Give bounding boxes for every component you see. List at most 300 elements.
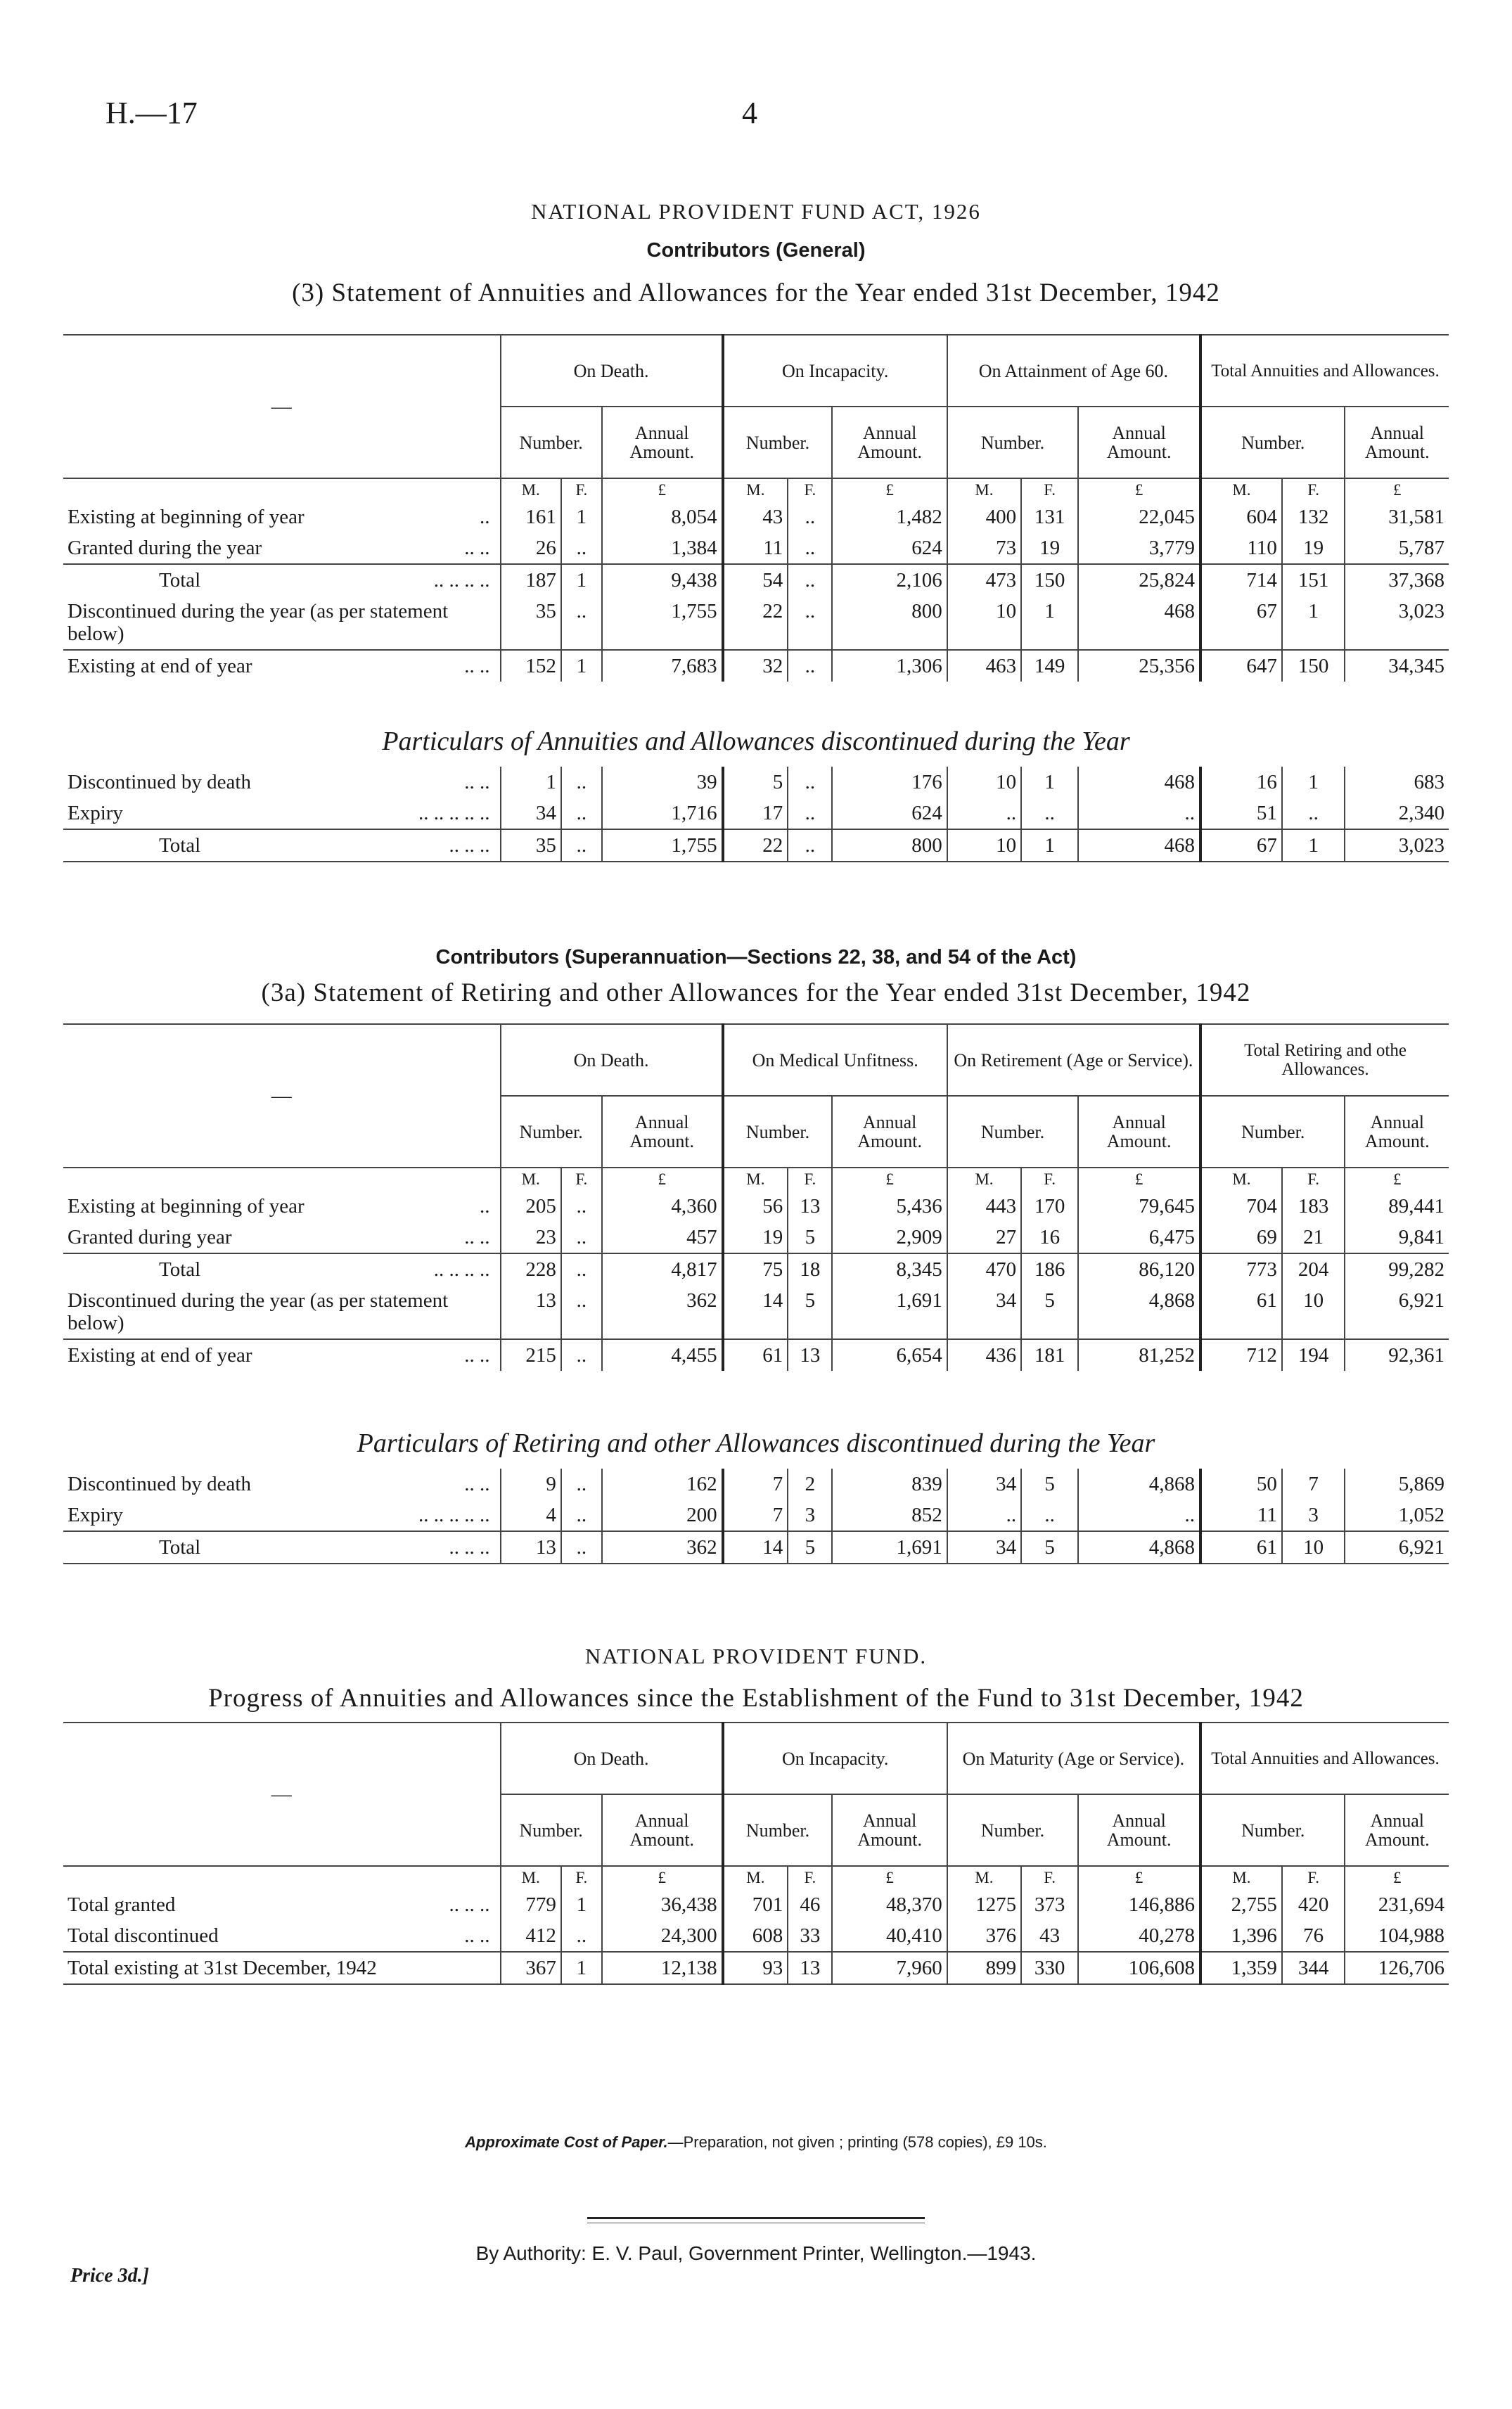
table-cell: ..: [788, 501, 832, 532]
table-cell: 19: [723, 1222, 788, 1253]
row-label: Granted during the year: [68, 537, 262, 559]
table-cell: 1: [1282, 767, 1345, 798]
table-cell: 1: [501, 767, 561, 798]
row-label-cell: [63, 798, 501, 829]
unit-label: M.: [947, 1168, 1021, 1191]
row-label-cell: [63, 767, 501, 798]
group-header: On Maturity (Age or Service).: [947, 1723, 1200, 1794]
page-number: 4: [742, 96, 757, 130]
row-label-cell: [63, 501, 501, 532]
leader-dots: ..: [480, 506, 490, 528]
table-cell: 24,300: [602, 1920, 723, 1952]
table-cell: 35: [501, 596, 561, 650]
table-cell: 1,052: [1345, 1500, 1449, 1531]
table-cell: 443: [947, 1191, 1021, 1222]
row-label: Granted during year: [68, 1226, 232, 1248]
table-cell: ..: [1021, 798, 1078, 829]
table-cell: 19: [1021, 532, 1078, 564]
table-row: [63, 829, 1449, 862]
main-rows: [63, 1191, 1449, 1371]
table-cell: 1: [1282, 596, 1345, 650]
table-cell: 25,824: [1078, 564, 1200, 596]
row-label-cell: [63, 1222, 501, 1253]
table-cell: 73: [947, 532, 1021, 564]
table-cell: 26: [501, 532, 561, 564]
table-cell: 712: [1200, 1339, 1282, 1371]
row-label: Total granted: [68, 1893, 176, 1916]
table-cell: 17: [723, 798, 788, 829]
row-label: Total: [159, 1258, 201, 1281]
amount-header: Annual Amount.: [602, 407, 723, 478]
table-row: [63, 501, 1449, 532]
table-cell: 9,438: [602, 564, 723, 596]
row-label: Discontinued during the year (as per statement below): [68, 1289, 449, 1334]
row-label: Total existing at 31st December, 1942: [68, 1957, 377, 1979]
table-cell: 3,023: [1345, 596, 1449, 650]
table-cell: 3,023: [1345, 829, 1449, 862]
table-cell: 604: [1200, 501, 1282, 532]
table-cell: 800: [832, 596, 947, 650]
leader-dots: .. .. .. ..: [433, 569, 490, 592]
unit-label: F.: [1021, 478, 1078, 501]
table-cell: 39: [602, 767, 723, 798]
table-cell: 1,384: [602, 532, 723, 564]
row-label: Total discontinued: [68, 1924, 219, 1947]
table-cell: 228: [501, 1253, 561, 1285]
number-header: Number.: [1200, 1794, 1345, 1866]
table-cell: 13: [501, 1531, 561, 1564]
table-cell: 89,441: [1345, 1191, 1449, 1222]
table-cell: 48,370: [832, 1889, 947, 1920]
table-cell: 4,455: [602, 1339, 723, 1371]
number-header: Number.: [723, 407, 833, 478]
leader-dots: .. .. .. .. ..: [418, 1504, 490, 1526]
unit-label: M.: [947, 478, 1021, 501]
leader-dots: .. ..: [464, 771, 490, 793]
number-header: Number.: [947, 1794, 1078, 1866]
table-cell: 31,581: [1345, 501, 1449, 532]
amount-header: Annual Amount.: [1078, 407, 1200, 478]
table-cell: 463: [947, 650, 1021, 682]
table-cell: 362: [602, 1285, 723, 1339]
table-cell: 5: [788, 1285, 832, 1339]
table-row: [63, 564, 1449, 596]
group-header: On Medical Unfitness.: [723, 1024, 947, 1096]
table-row: [63, 1469, 1449, 1500]
table-cell: 32: [723, 650, 788, 682]
table-cell: ..: [788, 564, 832, 596]
table-cell: 3: [1282, 1500, 1345, 1531]
table-cell: 373: [1021, 1889, 1078, 1920]
number-header: Number.: [947, 1096, 1078, 1168]
table-cell: 61: [1200, 1285, 1282, 1339]
group-header: On Death.: [501, 335, 723, 407]
table-cell: 231,694: [1345, 1889, 1449, 1920]
table-cell: 7,960: [832, 1952, 947, 1984]
amount-header: Annual Amount.: [602, 1096, 723, 1168]
progress-rows: [63, 1889, 1449, 1984]
table-cell: 6,921: [1345, 1285, 1449, 1339]
table-cell: 5,436: [832, 1191, 947, 1222]
retiring-table: [63, 1023, 1449, 1371]
table-cell: 75: [723, 1253, 788, 1285]
row-label: Total: [159, 834, 201, 857]
table-cell: 852: [832, 1500, 947, 1531]
table-cell: 470: [947, 1253, 1021, 1285]
table-cell: 362: [602, 1531, 723, 1564]
row-label: Expiry: [68, 1504, 123, 1526]
table-cell: 4,868: [1078, 1285, 1200, 1339]
unit-label: F.: [1021, 1866, 1078, 1889]
cost-note: [0, 2133, 1512, 2152]
table-cell: 162: [602, 1469, 723, 1500]
leader-dots: .. ..: [464, 655, 490, 677]
unit-label: M.: [501, 478, 561, 501]
unit-label: £: [1078, 1866, 1200, 1889]
table-cell: 35: [501, 829, 561, 862]
table-cell: 4,817: [602, 1253, 723, 1285]
table-row: [63, 596, 1449, 650]
table-row: [63, 1952, 1449, 1984]
group-header: On Death.: [501, 1024, 723, 1096]
row-label-cell: [63, 1920, 501, 1952]
table-cell: 10: [1282, 1531, 1345, 1564]
table-cell: 69: [1200, 1222, 1282, 1253]
table-cell: 54: [723, 564, 788, 596]
table-cell: 10: [947, 596, 1021, 650]
table-cell: 36,438: [602, 1889, 723, 1920]
header-dash: —: [271, 1085, 292, 1107]
leader-dots: .. ..: [464, 1344, 490, 1367]
table-row: [63, 767, 1449, 798]
table-cell: 13: [501, 1285, 561, 1339]
row-label: Discontinued during the year (as per statement below): [68, 600, 449, 645]
table-cell: 6,921: [1345, 1531, 1449, 1564]
table-cell: ..: [561, 1191, 602, 1222]
table-row: [63, 1285, 1449, 1339]
table-cell: 34: [947, 1285, 1021, 1339]
table-row: [63, 1889, 1449, 1920]
act-title: NATIONAL PROVIDENT FUND ACT, 1926: [531, 199, 981, 224]
table-cell: 67: [1200, 596, 1282, 650]
table-cell: 51: [1200, 798, 1282, 829]
table-cell: 7: [723, 1500, 788, 1531]
unit-label: F.: [1282, 478, 1345, 501]
amount-header: Annual Amount.: [1078, 1096, 1200, 1168]
row-label-cell: [63, 1285, 501, 1339]
table-cell: 7,683: [602, 650, 723, 682]
table-cell: 701: [723, 1889, 788, 1920]
table-cell: 1: [561, 564, 602, 596]
table-cell: 93: [723, 1952, 788, 1984]
unit-label: F.: [788, 1168, 832, 1191]
table-row: [63, 650, 1449, 682]
table-cell: 43: [1021, 1920, 1078, 1952]
table-cell: ..: [947, 1500, 1021, 1531]
table-cell: ..: [1078, 798, 1200, 829]
unit-label: F.: [561, 478, 602, 501]
unit-label: £: [1345, 1168, 1449, 1191]
amount-header: Annual Amount.: [602, 1794, 723, 1866]
amount-header: Annual Amount.: [832, 1096, 947, 1168]
table-cell: 704: [1200, 1191, 1282, 1222]
table-cell: 200: [602, 1500, 723, 1531]
table-cell: 13: [788, 1339, 832, 1371]
row-label: Discontinued by death: [68, 1473, 251, 1495]
amount-header: Annual Amount.: [1345, 1794, 1449, 1866]
leader-dots: .. ..: [464, 1473, 490, 1495]
table-cell: 10: [1282, 1285, 1345, 1339]
leader-dots: .. .. ..: [449, 834, 490, 857]
leader-dots: .. ..: [464, 537, 490, 559]
unit-label: M.: [501, 1168, 561, 1191]
table-cell: 92,361: [1345, 1339, 1449, 1371]
table-cell: 126,706: [1345, 1952, 1449, 1984]
number-header: Number.: [501, 1096, 602, 1168]
row-label-cell: [63, 1500, 501, 1531]
price-note: Price 3d.]: [70, 2265, 149, 2287]
table-cell: 215: [501, 1339, 561, 1371]
row-label-cell: [63, 650, 501, 682]
main-rows: [63, 501, 1449, 682]
unit-label: F.: [1282, 1168, 1345, 1191]
table-cell: 839: [832, 1469, 947, 1500]
table-cell: 14: [723, 1285, 788, 1339]
table-cell: 1: [1021, 767, 1078, 798]
table-cell: 1: [561, 1952, 602, 1984]
table-cell: ..: [1282, 798, 1345, 829]
table-cell: 12,138: [602, 1952, 723, 1984]
table-cell: 436: [947, 1339, 1021, 1371]
amount-header: Annual Amount.: [832, 1794, 947, 1866]
number-header: Number.: [1200, 407, 1345, 478]
table-cell: 34,345: [1345, 650, 1449, 682]
table-cell: 376: [947, 1920, 1021, 1952]
table-cell: 4: [501, 1500, 561, 1531]
table-cell: 131: [1021, 501, 1078, 532]
unit-label: M.: [723, 1168, 788, 1191]
table-cell: 1: [561, 1889, 602, 1920]
unit-label: £: [832, 1866, 947, 1889]
table-cell: 194: [1282, 1339, 1345, 1371]
table-cell: ..: [788, 650, 832, 682]
progress-table: [63, 1722, 1449, 1985]
table-cell: 1,691: [832, 1531, 947, 1564]
table-cell: 8,345: [832, 1253, 947, 1285]
group-header: Total Annuities and Allowances.: [1200, 335, 1449, 407]
annuities-particulars-table: [63, 767, 1449, 862]
unit-label: M.: [501, 1866, 561, 1889]
annuities-table: [63, 334, 1449, 682]
unit-label: F.: [561, 1866, 602, 1889]
table-cell: 161: [501, 501, 561, 532]
table-cell: ..: [561, 798, 602, 829]
table-cell: 624: [832, 798, 947, 829]
table-cell: 16: [1200, 767, 1282, 798]
table-cell: 34: [947, 1531, 1021, 1564]
table-cell: ..: [947, 798, 1021, 829]
table-cell: 5: [1021, 1285, 1078, 1339]
table-cell: 773: [1200, 1253, 1282, 1285]
table-row: [63, 798, 1449, 829]
number-header: Number.: [501, 407, 602, 478]
table-cell: 2,106: [832, 564, 947, 596]
table-cell: 1,306: [832, 650, 947, 682]
table-cell: 170: [1021, 1191, 1078, 1222]
table-cell: 1,482: [832, 501, 947, 532]
table-cell: 2,340: [1345, 798, 1449, 829]
table-cell: 367: [501, 1952, 561, 1984]
particulars-rows: [63, 1469, 1449, 1564]
table-cell: 1: [1282, 829, 1345, 862]
table-cell: 9,841: [1345, 1222, 1449, 1253]
table-cell: 400: [947, 501, 1021, 532]
table-cell: ..: [561, 1253, 602, 1285]
row-label-cell: [63, 564, 501, 596]
table-cell: 46: [788, 1889, 832, 1920]
row-label-cell: [63, 1253, 501, 1285]
table-cell: 104,988: [1345, 1920, 1449, 1952]
group-header: On Incapacity.: [723, 1723, 947, 1794]
table-row: [63, 1500, 1449, 1531]
table-cell: 4,360: [602, 1191, 723, 1222]
table-cell: ..: [561, 1920, 602, 1952]
unit-label: F.: [1282, 1866, 1345, 1889]
table-cell: 25,356: [1078, 650, 1200, 682]
unit-label: M.: [723, 478, 788, 501]
table-cell: ..: [561, 1500, 602, 1531]
table-cell: 647: [1200, 650, 1282, 682]
group-header: On Death.: [501, 1723, 723, 1794]
leader-dots: .. ..: [464, 1924, 490, 1947]
table-cell: ..: [561, 767, 602, 798]
group-header: On Attainment of Age 60.: [947, 335, 1200, 407]
table-cell: ..: [561, 1339, 602, 1371]
table-cell: 899: [947, 1952, 1021, 1984]
number-header: Number.: [723, 1794, 833, 1866]
table-cell: 150: [1021, 564, 1078, 596]
table-cell: 27: [947, 1222, 1021, 1253]
table-cell: 1,755: [602, 829, 723, 862]
table-cell: ..: [561, 829, 602, 862]
table-cell: 151: [1282, 564, 1345, 596]
unit-label: F.: [561, 1168, 602, 1191]
table-cell: 23: [501, 1222, 561, 1253]
table-cell: ..: [561, 532, 602, 564]
unit-label: £: [602, 1866, 723, 1889]
retiring-particulars-table: [63, 1469, 1449, 1564]
table-cell: 22: [723, 596, 788, 650]
leader-dots: ..: [480, 1195, 490, 1218]
table-cell: 181: [1021, 1339, 1078, 1371]
table-cell: 5,869: [1345, 1469, 1449, 1500]
table-cell: 14: [723, 1531, 788, 1564]
table-cell: 1,359: [1200, 1952, 1282, 1984]
table-cell: 86,120: [1078, 1253, 1200, 1285]
table-cell: 186: [1021, 1253, 1078, 1285]
leader-dots: .. .. .. ..: [433, 1258, 490, 1281]
amount-header: Annual Amount.: [1345, 1096, 1449, 1168]
table-cell: 468: [1078, 767, 1200, 798]
table-cell: 5: [1021, 1531, 1078, 1564]
table-cell: 146,886: [1078, 1889, 1200, 1920]
table-cell: 779: [501, 1889, 561, 1920]
table-cell: ..: [788, 532, 832, 564]
unit-label: £: [832, 1168, 947, 1191]
table-cell: 79,645: [1078, 1191, 1200, 1222]
authority-line: By Authority: E. V. Paul, Government Printer, Wellington.—1943.: [475, 2242, 1037, 2264]
row-label-cell: [63, 1469, 501, 1500]
table-cell: 3: [788, 1500, 832, 1531]
table-cell: 4,868: [1078, 1531, 1200, 1564]
unit-label: £: [1345, 478, 1449, 501]
table-cell: ..: [788, 596, 832, 650]
section1-title: (3) Statement of Annuities and Allowances for the Year ended 31st December, 1942: [292, 279, 1220, 307]
table-cell: 344: [1282, 1952, 1345, 1984]
table-cell: 473: [947, 564, 1021, 596]
table-cell: ..: [788, 829, 832, 862]
amount-header: Annual Amount.: [832, 407, 947, 478]
unit-label: £: [602, 478, 723, 501]
number-header: Number.: [501, 1794, 602, 1866]
group-header: Total Annuities and Allowances.: [1200, 1723, 1449, 1794]
table-cell: ..: [561, 1531, 602, 1564]
header-dash: —: [271, 395, 292, 418]
number-header: Number.: [947, 407, 1078, 478]
unit-label: £: [1078, 478, 1200, 501]
row-label-cell: [63, 1952, 501, 1984]
unit-label: £: [1345, 1866, 1449, 1889]
table-cell: 457: [602, 1222, 723, 1253]
amount-header: Annual Amount.: [1078, 1794, 1200, 1866]
unit-label: M.: [723, 1866, 788, 1889]
table-cell: 608: [723, 1920, 788, 1952]
table-cell: 5,787: [1345, 532, 1449, 564]
table-cell: 2: [788, 1469, 832, 1500]
table-cell: 176: [832, 767, 947, 798]
divider: [587, 2217, 925, 2219]
number-header: Number.: [723, 1096, 833, 1168]
unit-label: £: [602, 1168, 723, 1191]
table-cell: 183: [1282, 1191, 1345, 1222]
table-cell: ..: [788, 767, 832, 798]
table-cell: 61: [723, 1339, 788, 1371]
table-cell: 1,691: [832, 1285, 947, 1339]
table-cell: 22: [723, 829, 788, 862]
cost-label: Approximate Cost of Paper.: [465, 2133, 668, 2151]
table-cell: 4,868: [1078, 1469, 1200, 1500]
table-cell: 149: [1021, 650, 1078, 682]
table-row: [63, 1920, 1449, 1952]
number-header: Number.: [1200, 1096, 1345, 1168]
table-cell: 5: [723, 767, 788, 798]
table-cell: 21: [1282, 1222, 1345, 1253]
document-code: H.—17: [105, 96, 198, 130]
table-cell: 40,410: [832, 1920, 947, 1952]
table-row: [63, 1339, 1449, 1371]
table-cell: 13: [788, 1952, 832, 1984]
table-cell: 19: [1282, 532, 1345, 564]
header-dash: —: [271, 1783, 292, 1806]
table-cell: 11: [723, 532, 788, 564]
table-cell: 1,396: [1200, 1920, 1282, 1952]
table-cell: 2,755: [1200, 1889, 1282, 1920]
unit-label: £: [832, 478, 947, 501]
table-cell: 5: [1021, 1469, 1078, 1500]
table-cell: 1,716: [602, 798, 723, 829]
table-cell: 22,045: [1078, 501, 1200, 532]
table-cell: 8,054: [602, 501, 723, 532]
